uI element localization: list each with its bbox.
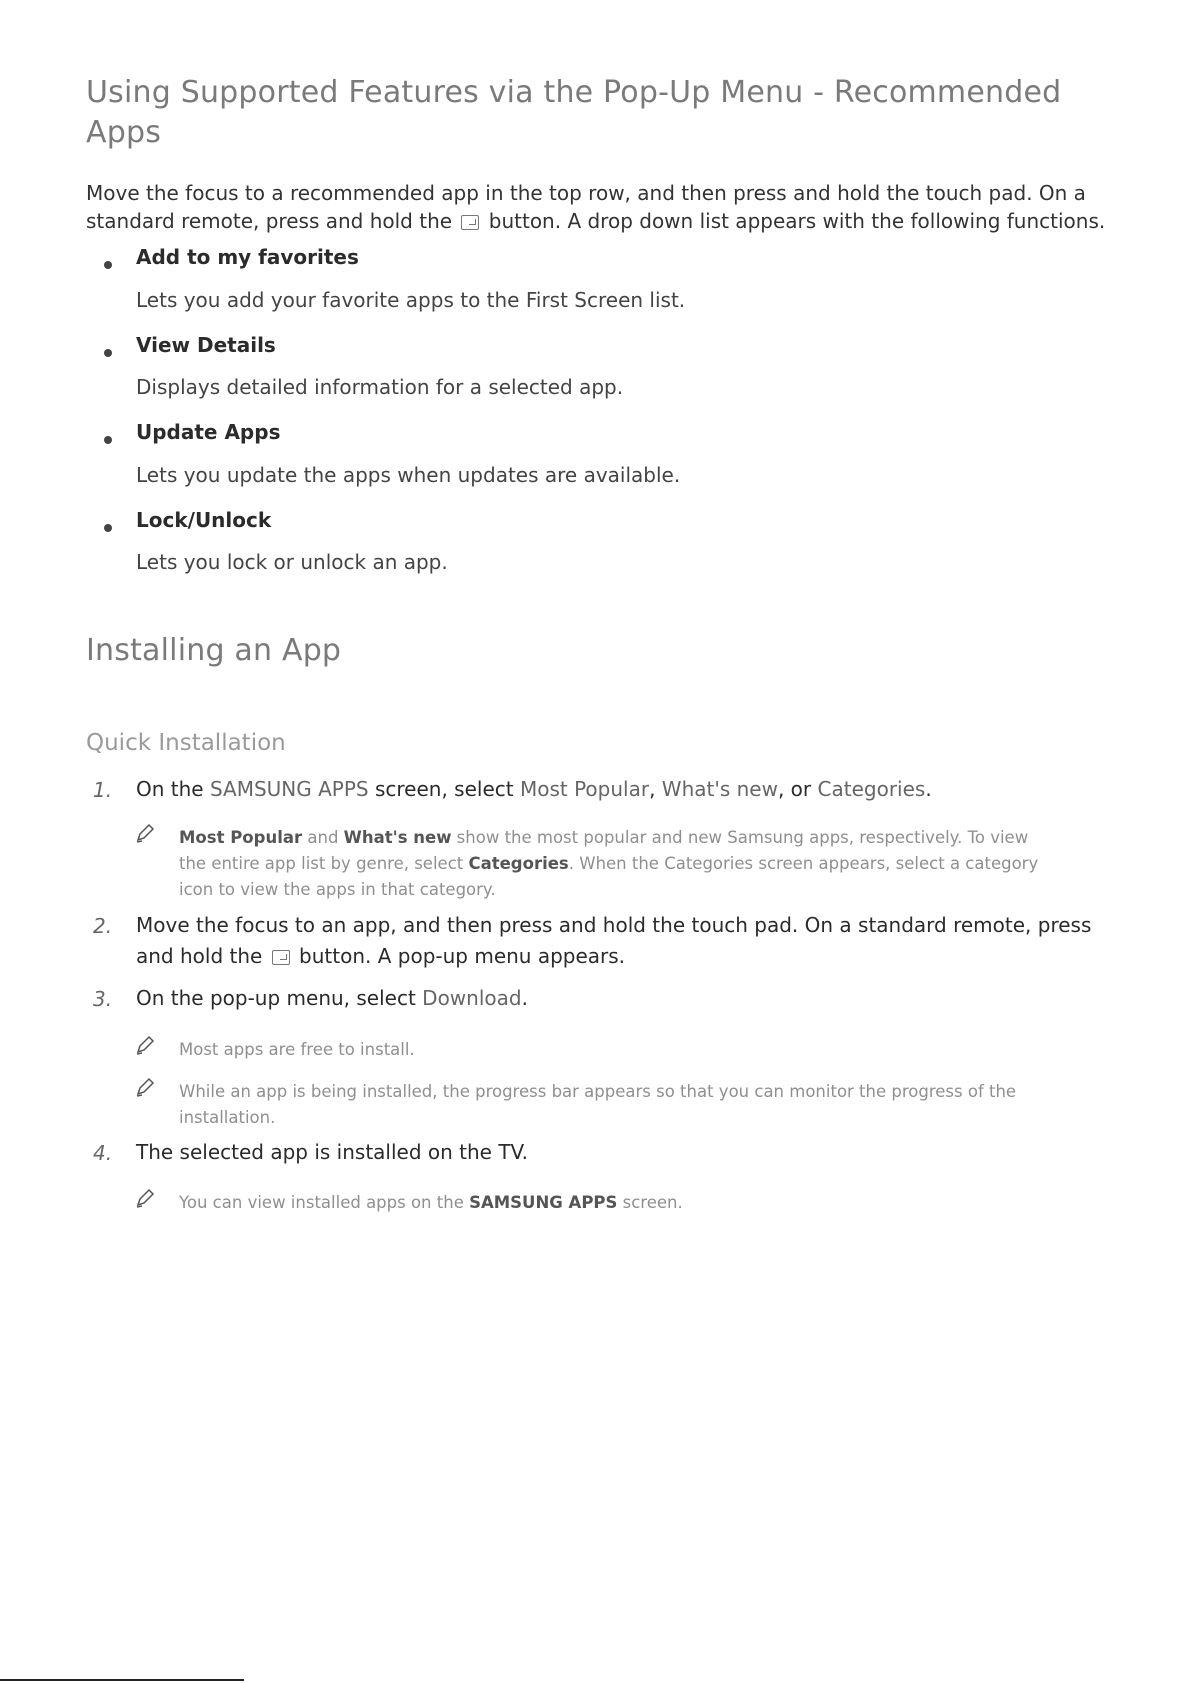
note-text: . When the Categories screen appears, select a category bbox=[568, 854, 1039, 873]
step-number: 3. bbox=[93, 987, 113, 1011]
note-text: installation. bbox=[179, 1108, 276, 1127]
step-number: 2. bbox=[93, 914, 113, 938]
step-text: On the bbox=[136, 777, 204, 801]
item-desc-view-details: Displays detailed information for a selected app. bbox=[136, 375, 624, 399]
step-2 bbox=[136, 910, 1096, 972]
item-title-update-apps: Update Apps bbox=[136, 420, 281, 444]
step-text: . bbox=[925, 777, 932, 801]
bullet-icon bbox=[104, 524, 112, 532]
note-progress-bar bbox=[179, 1079, 1099, 1131]
step-text: and hold the bbox=[136, 944, 263, 968]
section-title-popup-menu bbox=[86, 73, 1061, 153]
item-title-lock-unlock: Lock/Unlock bbox=[136, 508, 272, 532]
note-most-popular bbox=[179, 825, 1099, 903]
step-text: screen, select bbox=[374, 777, 514, 801]
enter-button-icon bbox=[461, 215, 479, 230]
pencil-icon bbox=[134, 1034, 156, 1056]
note-text: While an app is being installed, the progress bar appears so that you can monitor the progress of the bbox=[179, 1082, 1017, 1101]
note-text: screen. bbox=[617, 1193, 683, 1212]
item-title-add-to-favorites: Add to my favorites bbox=[136, 245, 359, 269]
step-text: Move the focus to an app, and then press and hold the touch pad. On a standard remote, press bbox=[136, 913, 1092, 937]
pencil-icon bbox=[134, 1187, 156, 1209]
item-desc-update-apps: Lets you update the apps when updates are available. bbox=[136, 463, 681, 487]
note-installed-apps bbox=[179, 1190, 1099, 1216]
step-line bbox=[136, 941, 1096, 972]
step-text: , or bbox=[777, 777, 812, 801]
step-4: The selected app is installed on the TV. bbox=[136, 1140, 529, 1164]
step-text: On the pop-up menu, select bbox=[136, 986, 416, 1010]
keyword-download: Download bbox=[422, 986, 522, 1010]
note-text: icon to view the apps in that category. bbox=[179, 880, 496, 899]
step-text: . bbox=[521, 986, 528, 1010]
step-number: 1. bbox=[93, 778, 113, 802]
step-1 bbox=[136, 774, 1096, 805]
keyword-most-popular: Most Popular bbox=[519, 777, 650, 801]
title-line-1: Using Supported Features via the Pop-Up Menu - Recommended bbox=[86, 75, 1062, 110]
keyword-categories: Categories bbox=[817, 777, 926, 801]
note-keyword: Categories bbox=[468, 854, 569, 873]
note-keyword: What's new bbox=[343, 828, 452, 847]
item-title-view-details: View Details bbox=[136, 333, 276, 357]
note-text: and bbox=[302, 828, 344, 847]
step-text: button. A pop-up menu appears. bbox=[299, 944, 626, 968]
intro-line-2 bbox=[86, 207, 1146, 235]
pencil-icon bbox=[134, 822, 156, 844]
bullet-icon bbox=[104, 349, 112, 357]
title-line-2: Apps bbox=[86, 115, 162, 150]
note-free-apps: Most apps are free to install. bbox=[179, 1040, 415, 1059]
step-3 bbox=[136, 983, 1096, 1014]
intro-paragraph bbox=[86, 179, 1146, 235]
note-text: the entire app list by genre, select bbox=[179, 854, 469, 873]
note-keyword: SAMSUNG APPS bbox=[469, 1193, 618, 1212]
note-text: You can view installed apps on the bbox=[179, 1193, 470, 1212]
note-text: show the most popular and new Samsung apps, respectively. To view bbox=[451, 828, 1029, 847]
footer-rule bbox=[0, 1679, 244, 1681]
keyword-whats-new: What's new bbox=[661, 777, 778, 801]
item-desc-lock-unlock: Lets you lock or unlock an app. bbox=[136, 550, 448, 574]
step-number: 4. bbox=[93, 1141, 113, 1165]
intro-text-a: standard remote, press and hold the bbox=[86, 209, 453, 233]
subsection-title-quick-installation: Quick Installation bbox=[86, 730, 286, 756]
pencil-icon bbox=[134, 1076, 156, 1098]
item-desc-add-to-favorites: Lets you add your favorite apps to the First Screen list. bbox=[136, 288, 686, 312]
section-title-installing-app: Installing an App bbox=[86, 633, 342, 668]
intro-line-1: Move the focus to a recommended app in the top row, and then press and hold the touch pad. On a bbox=[86, 181, 1086, 205]
keyword-samsung-apps: SAMSUNG APPS bbox=[209, 777, 369, 801]
enter-button-icon bbox=[272, 950, 290, 965]
bullet-icon bbox=[104, 261, 112, 269]
note-keyword: Most Popular bbox=[179, 828, 303, 847]
bullet-icon bbox=[104, 436, 112, 444]
intro-text-b: button. A drop down list appears with the following functions. bbox=[488, 209, 1106, 233]
step-text: , bbox=[649, 777, 656, 801]
